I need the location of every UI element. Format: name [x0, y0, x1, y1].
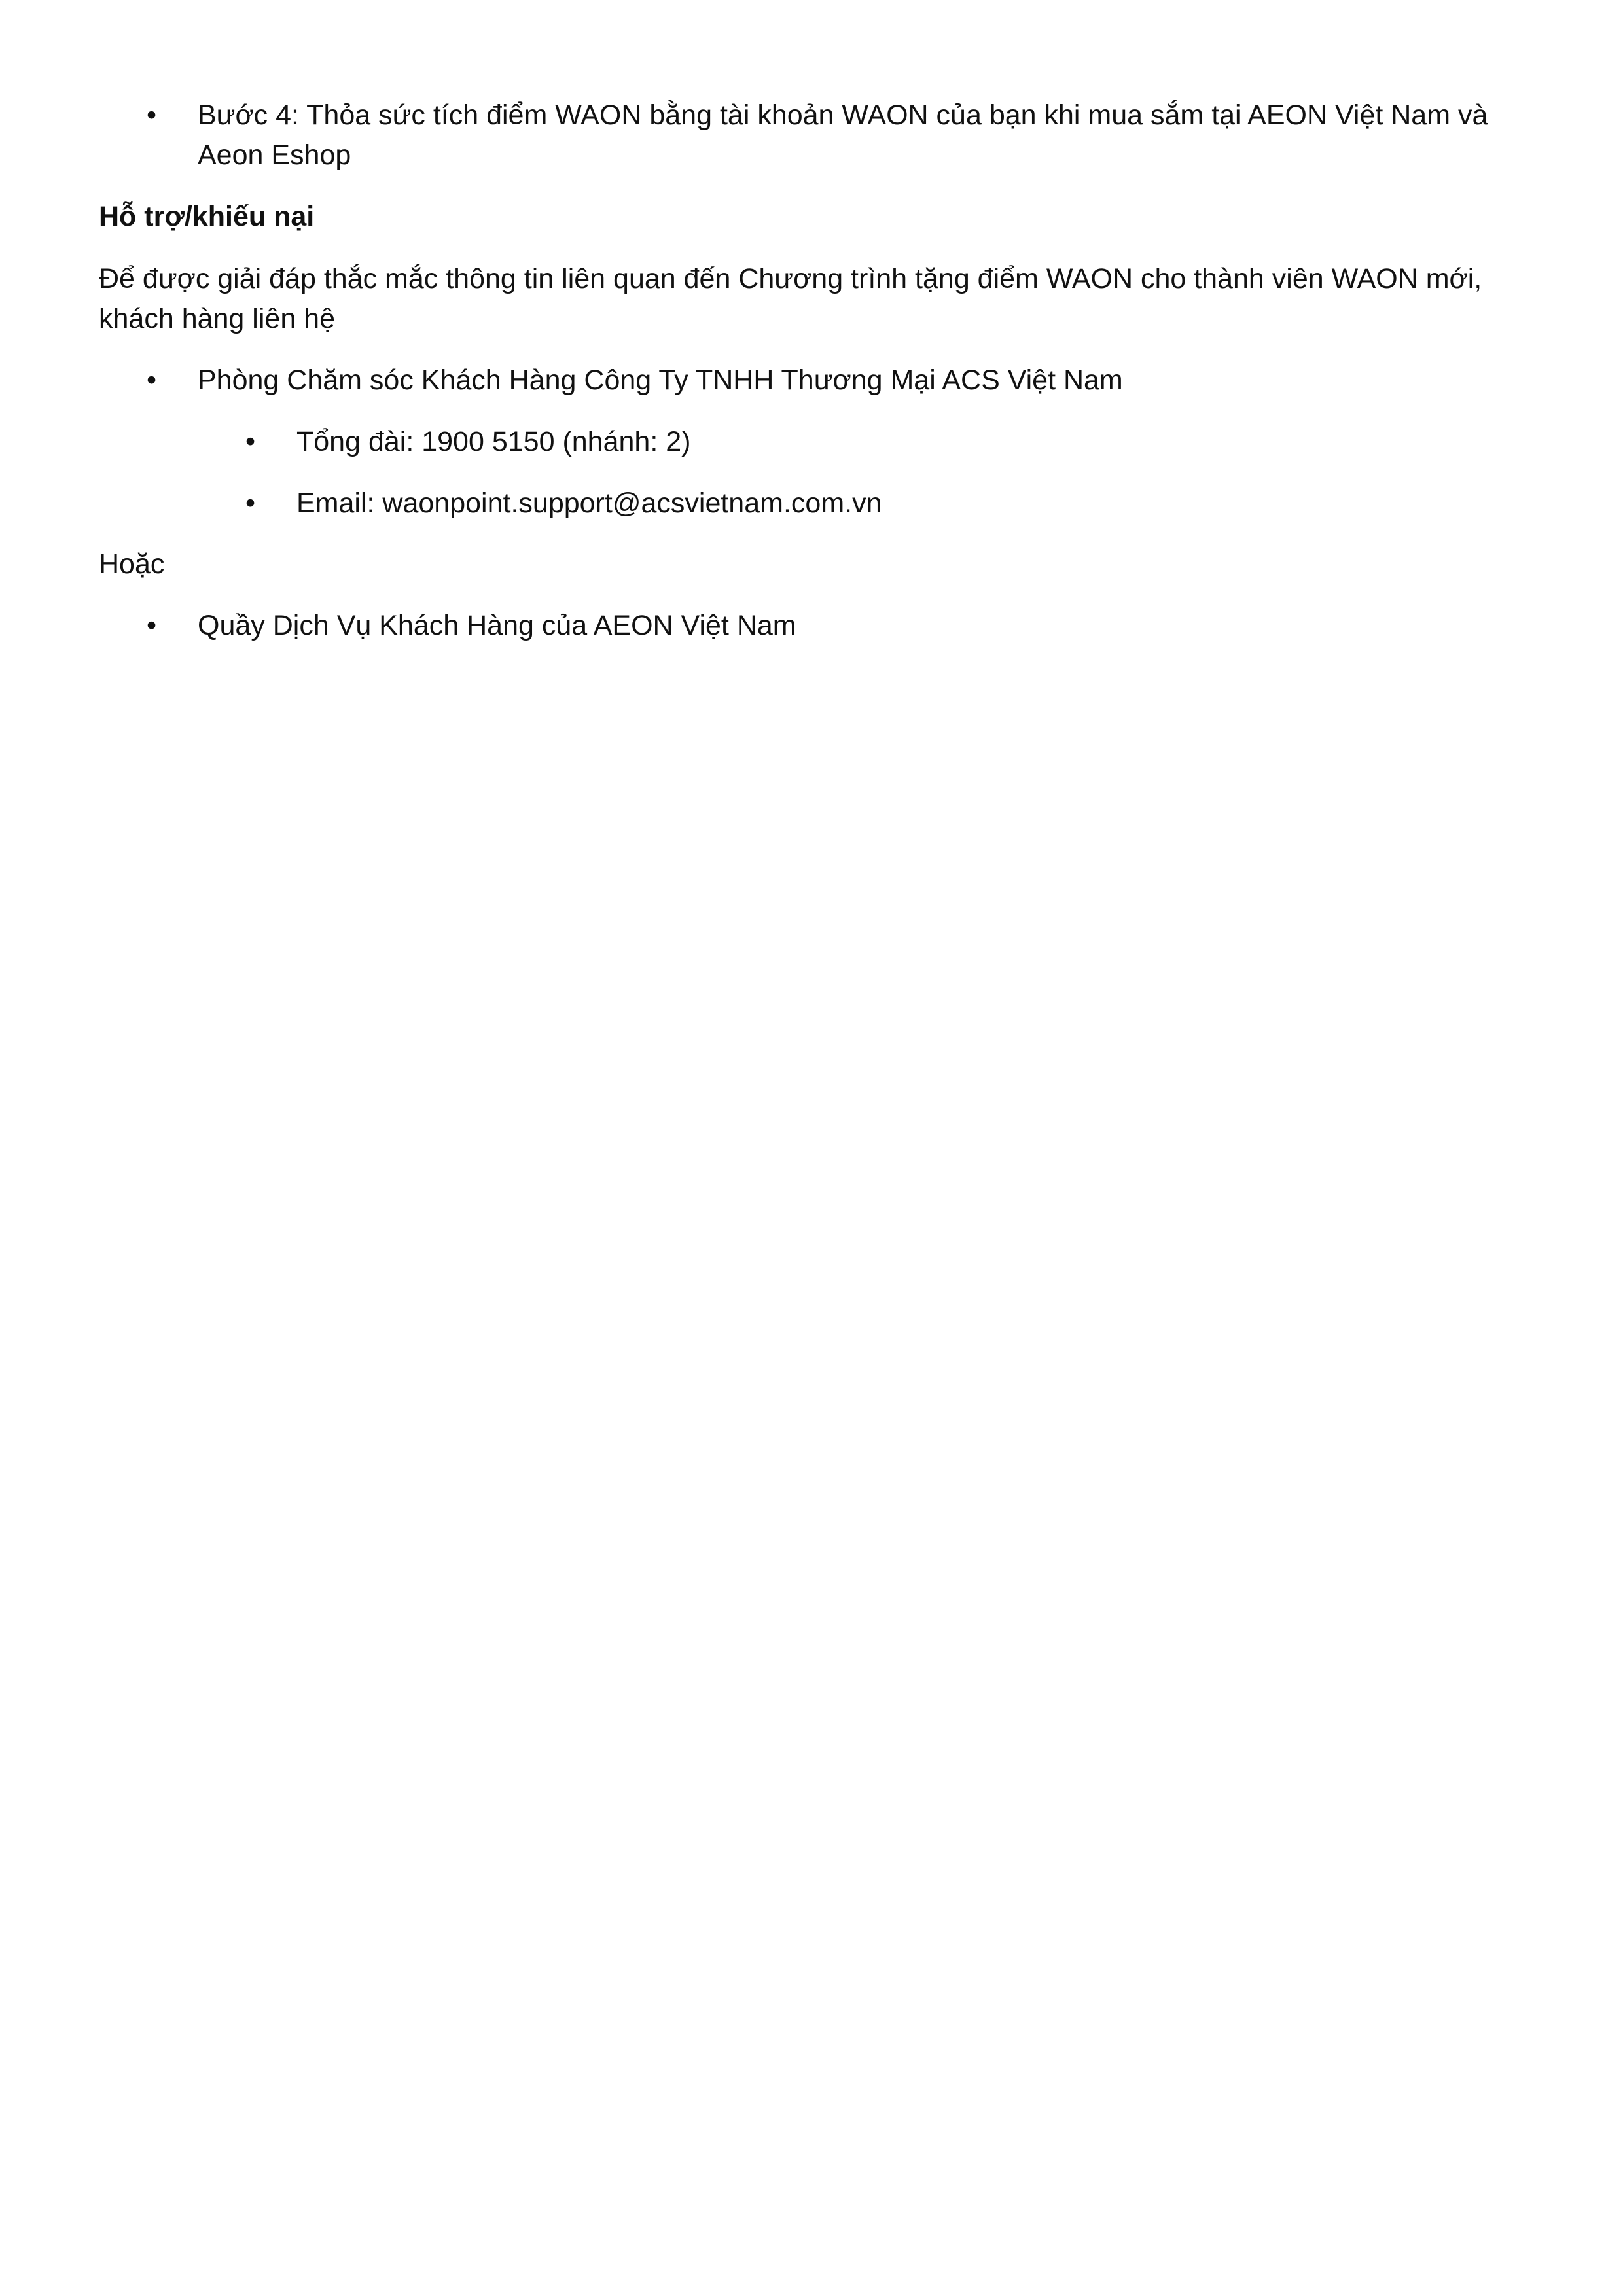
- email-list-item: [99, 484, 1512, 523]
- bullet-icon: •: [147, 99, 157, 131]
- bullet-icon: •: [147, 364, 157, 396]
- service-counter-list-item: [99, 606, 1512, 646]
- document-content: [99, 96, 1512, 646]
- contact-item-label: Phòng Chăm sóc Khách Hàng Công Ty TNHH Thương Mại ACS Việt Nam: [198, 364, 1123, 396]
- hotline-list-item: [99, 422, 1512, 462]
- step-4-list-item: [99, 96, 1512, 175]
- step-4-text: Bước 4: Thỏa sức tích điểm WAON bằng tài khoản WAON của bạn khi mua sắm tại AEON Việt Nam và Aeon Eshop: [198, 99, 1488, 171]
- hotline-text: Tổng đài: 1900 5150 (nhánh: 2): [296, 426, 691, 457]
- service-counter-label: Quầy Dịch Vụ Khách Hàng của AEON Việt Nam: [198, 610, 796, 641]
- email-text: Email: waonpoint.support@acsvietnam.com.vn: [296, 487, 882, 519]
- support-heading: Hỗ trợ/khiếu nại: [99, 201, 315, 232]
- support-intro-paragraph: Để được giải đáp thắc mắc thông tin liên quan đến Chương trình tặng điểm WAON cho thành viên WAON mới, khách hàng liên hệ: [99, 263, 1482, 334]
- bullet-icon: •: [147, 610, 157, 641]
- or-text: Hoặc: [99, 548, 165, 580]
- bullet-icon: •: [245, 487, 256, 519]
- contact-list-item: [99, 361, 1512, 400]
- bullet-icon: •: [245, 426, 256, 457]
